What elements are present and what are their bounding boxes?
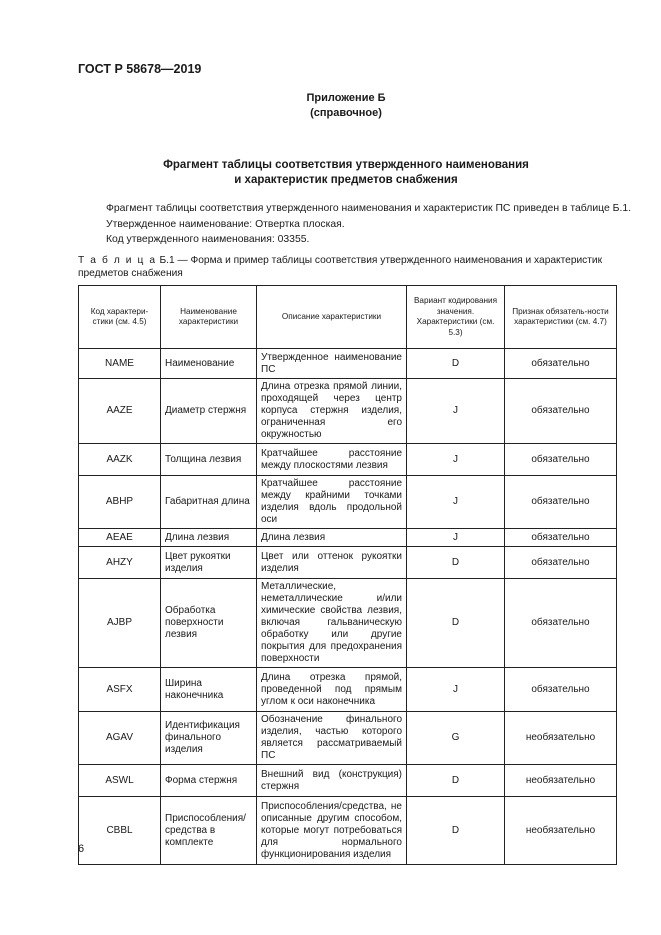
- cell-description: Кратчайшее расстояние между крайними точками изделия вдоль продольной оси: [257, 476, 407, 529]
- cell-description: Длина отрезка прямой линии, проходящей через центр корпуса стержня изделия, ограниченная его окружностью: [257, 379, 407, 444]
- cell-variant: J: [407, 529, 505, 547]
- cell-description: Утвержденное наименование ПС: [257, 349, 407, 379]
- cell-variant: D: [407, 349, 505, 379]
- cell-code: AAZE: [79, 379, 161, 444]
- cell-code: AJBP: [79, 579, 161, 668]
- table-header-row: [79, 286, 617, 349]
- cell-description: Длина отрезка прямой, проведенной под прямым углом к оси наконечника: [257, 668, 407, 712]
- cell-mandatory: обязательно: [505, 529, 617, 547]
- section-heading-line-2: и характеристик предметов снабжения: [234, 174, 458, 186]
- table-row: [79, 349, 617, 379]
- cell-code: AEAE: [79, 529, 161, 547]
- table-row: [79, 668, 617, 712]
- cell-mandatory: обязательно: [505, 579, 617, 668]
- column-header-variant: Вариант кодирования значения. Характеристики (см. 5.3): [407, 286, 505, 349]
- cell-description: Длина лезвия: [257, 529, 407, 547]
- cell-code: AHZY: [79, 547, 161, 579]
- cell-variant: J: [407, 444, 505, 476]
- cell-name: Толщина лезвия: [161, 444, 257, 476]
- characteristics-table: [78, 285, 617, 865]
- cell-mandatory: необязательно: [505, 797, 617, 865]
- column-header-code: Код характери-стики (см. 4.5): [79, 286, 161, 349]
- cell-variant: D: [407, 765, 505, 797]
- cell-variant: D: [407, 797, 505, 865]
- cell-name: Диаметр стержня: [161, 379, 257, 444]
- table-row: [79, 476, 617, 529]
- cell-code: ABHP: [79, 476, 161, 529]
- cell-code: ASFX: [79, 668, 161, 712]
- cell-description: Приспособления/средства, не описанные другим способом, которые могут потребоваться для нормального функционирования изделия: [257, 797, 407, 865]
- column-header-name: Наименование характеристики: [161, 286, 257, 349]
- table-caption-prefix: Т а б л и ц а: [78, 255, 157, 266]
- section-heading: [78, 158, 614, 188]
- cell-description: Цвет или оттенок рукоятки изделия: [257, 547, 407, 579]
- table-caption-text: Б.1 — Форма и пример таблицы соответствия утвержденного наименования и характеристик предметов снабжения: [78, 255, 603, 279]
- cell-description: Кратчайшее расстояние между плоскостями лезвия: [257, 444, 407, 476]
- cell-mandatory: необязательно: [505, 712, 617, 765]
- cell-name: Идентификация финального изделия: [161, 712, 257, 765]
- cell-name: Приспособления/средства в комплекте: [161, 797, 257, 865]
- cell-variant: J: [407, 476, 505, 529]
- cell-mandatory: обязательно: [505, 547, 617, 579]
- cell-name: Обработка поверхности лезвия: [161, 579, 257, 668]
- cell-variant: J: [407, 379, 505, 444]
- cell-variant: J: [407, 668, 505, 712]
- cell-mandatory: обязательно: [505, 668, 617, 712]
- table-row: [79, 797, 617, 865]
- intro-paragraphs: [106, 201, 631, 248]
- table-row: [79, 529, 617, 547]
- cell-description: Обозначение финального изделия, частью которого является рассматриваемый ПС: [257, 712, 407, 765]
- cell-variant: D: [407, 579, 505, 668]
- table-row: [79, 712, 617, 765]
- cell-name: Ширина наконечника: [161, 668, 257, 712]
- cell-name: Габаритная длина: [161, 476, 257, 529]
- cell-description: Внешний вид (конструкция) стержня: [257, 765, 407, 797]
- cell-mandatory: обязательно: [505, 444, 617, 476]
- cell-name: Форма стержня: [161, 765, 257, 797]
- table-row: [79, 579, 617, 668]
- cell-name: Цвет рукоятки изделия: [161, 547, 257, 579]
- appendix-title-block: [78, 91, 614, 121]
- cell-code: AAZK: [79, 444, 161, 476]
- column-header-description: Описание характеристики: [257, 286, 407, 349]
- page-number: 6: [78, 843, 85, 855]
- table-caption: [78, 255, 618, 280]
- cell-variant: G: [407, 712, 505, 765]
- appendix-title: Приложение Б: [306, 92, 386, 104]
- cell-code: NAME: [79, 349, 161, 379]
- cell-description: Металлические, неметаллические и/или химические свойства лезвия, включая гальваническую обработку или другие покрытия для предохранения поверхности: [257, 579, 407, 668]
- cell-name: Длина лезвия: [161, 529, 257, 547]
- appendix-subtitle: (справочное): [310, 107, 382, 119]
- section-heading-line-1: Фрагмент таблицы соответствия утвержденного наименования: [163, 159, 529, 171]
- cell-mandatory: обязательно: [505, 349, 617, 379]
- intro-line: Утвержденное наименование: Отвертка плоская.: [106, 218, 345, 230]
- cell-code: CBBL: [79, 797, 161, 865]
- table-row: [79, 547, 617, 579]
- cell-code: AGAV: [79, 712, 161, 765]
- cell-name: Наименование: [161, 349, 257, 379]
- intro-line: Код утвержденного наименования: 03355.: [106, 234, 310, 245]
- cell-mandatory: обязательно: [505, 379, 617, 444]
- table-row: [79, 444, 617, 476]
- table-row: [79, 765, 617, 797]
- cell-code: ASWL: [79, 765, 161, 797]
- intro-line: Фрагмент таблицы соответствия утвержденного наименования и характеристик ПС приведен в таблице Б.1.: [106, 203, 631, 214]
- cell-mandatory: обязательно: [505, 476, 617, 529]
- document-code: ГОСТ Р 58678—2019: [78, 62, 202, 76]
- column-header-mandatory: Признак обязатель-ности характеристики (см. 4.7): [505, 286, 617, 349]
- cell-mandatory: необязательно: [505, 765, 617, 797]
- table-row: [79, 379, 617, 444]
- cell-variant: D: [407, 547, 505, 579]
